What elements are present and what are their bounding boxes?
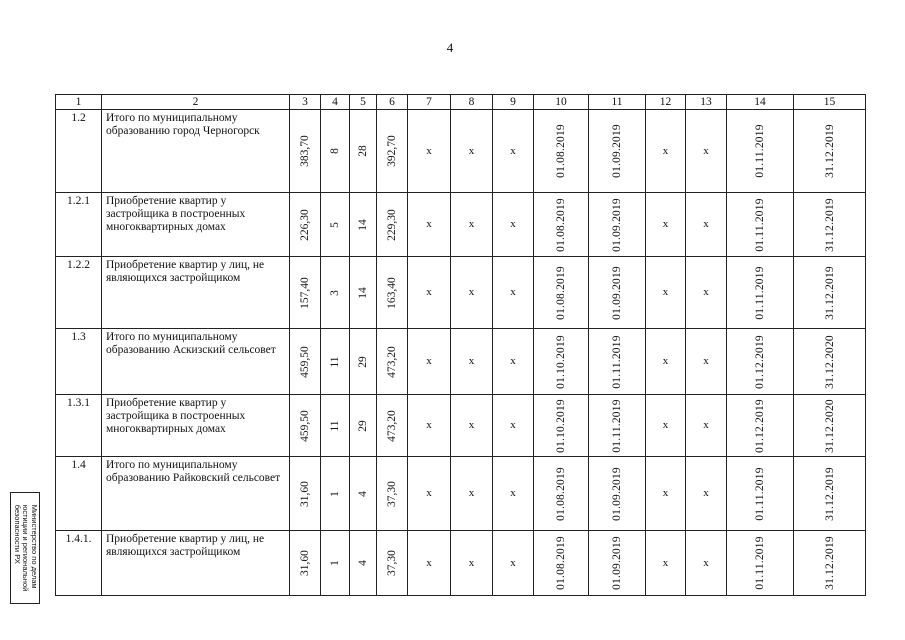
cell-c10 [534, 329, 589, 395]
numeric-value: 4 [357, 560, 369, 566]
numeric-value: 229,30 [386, 208, 398, 241]
stamp-line-2: юстиции и региональной [21, 504, 31, 592]
cell-c15 [794, 329, 866, 395]
cell-c7: x [408, 457, 451, 531]
row-name: Итого по муниципальному образованию Райковский сельсовет [102, 457, 290, 531]
cell-c11 [589, 193, 646, 257]
date-value: 01.11.2019 [754, 197, 766, 252]
cell-c4 [321, 193, 350, 257]
numeric-value: 31,60 [299, 550, 311, 576]
numeric-value: 459,50 [299, 409, 311, 442]
table-row [56, 457, 866, 531]
column-header-2: 2 [102, 95, 290, 110]
cell-c8: x [451, 193, 493, 257]
date-value: 01.09.2019 [611, 124, 623, 178]
cell-c4 [321, 257, 350, 329]
cell-c5 [350, 193, 377, 257]
table-row [56, 329, 866, 395]
numeric-value: 11 [329, 355, 341, 368]
cell-c8: x [451, 110, 493, 193]
cell-c8: x [451, 257, 493, 329]
cell-c3 [290, 395, 321, 457]
numeric-value: 1 [329, 560, 341, 566]
cell-c10 [534, 110, 589, 193]
row-code: 1.4.1. [56, 531, 102, 596]
cell-c9: x [493, 110, 534, 193]
column-header-7: 7 [408, 95, 451, 110]
cell-c15 [794, 257, 866, 329]
column-header-3: 3 [290, 95, 321, 110]
cell-c10 [534, 257, 589, 329]
cell-c3 [290, 110, 321, 193]
cell-c14 [727, 457, 794, 531]
registration-stamp [10, 492, 40, 604]
numeric-value: 1 [329, 490, 341, 497]
date-value: 01.11.2019 [611, 334, 623, 389]
cell-c15 [794, 110, 866, 193]
date-value: 01.09.2019 [611, 466, 623, 521]
row-code: 1.2.2 [56, 257, 102, 329]
cell-c13: x [686, 531, 727, 596]
numeric-value: 11 [329, 419, 341, 432]
date-value: 01.11.2019 [754, 265, 766, 320]
date-value: 01.12.2019 [754, 334, 766, 389]
cell-c7: x [408, 531, 451, 596]
date-value: 01.08.2019 [555, 536, 567, 590]
row-name: Приобретение квартир у лиц, не являющихся застройщиком [102, 257, 290, 329]
cell-c14 [727, 329, 794, 395]
numeric-value: 14 [357, 218, 369, 231]
cell-c14 [727, 395, 794, 457]
date-value: 01.11.2019 [754, 124, 766, 178]
row-code: 1.3 [56, 329, 102, 395]
cell-c12: x [646, 329, 686, 395]
cell-c7: x [408, 110, 451, 193]
cell-c8: x [451, 329, 493, 395]
row-name: Итого по муниципальному образованию Аскизский сельсовет [102, 329, 290, 395]
cell-c11 [589, 531, 646, 596]
cell-c10 [534, 193, 589, 257]
column-header-13: 13 [686, 95, 727, 110]
cell-c11 [589, 457, 646, 531]
cell-c13: x [686, 193, 727, 257]
numeric-value: 28 [357, 145, 369, 157]
table-row [56, 257, 866, 329]
row-code: 1.2 [56, 110, 102, 193]
numeric-value: 459,50 [299, 345, 311, 378]
cell-c15 [794, 193, 866, 257]
date-value: 31.12.2020 [823, 334, 836, 389]
date-value: 31.12.2019 [823, 466, 836, 521]
numeric-value: 226,30 [299, 208, 311, 241]
cell-c7: x [408, 395, 451, 457]
stamp-line-1: Министерство по делам [29, 504, 39, 589]
table-row [56, 110, 866, 193]
column-header-10: 10 [534, 95, 589, 110]
date-value: 01.11.2019 [611, 398, 623, 453]
column-header-1: 1 [56, 95, 102, 110]
cell-c9: x [493, 531, 534, 596]
cell-c9: x [493, 193, 534, 257]
cell-c8: x [451, 531, 493, 596]
table-row [56, 531, 866, 596]
date-value: 01.09.2019 [611, 265, 623, 320]
numeric-value: 5 [329, 221, 341, 228]
row-code: 1.2.1 [56, 193, 102, 257]
cell-c9: x [493, 329, 534, 395]
cell-c6 [377, 110, 408, 193]
cell-c7: x [408, 329, 451, 395]
table-row [56, 395, 866, 457]
numeric-value: 157,40 [299, 276, 311, 309]
numeric-value: 29 [357, 419, 369, 432]
date-value: 01.08.2019 [555, 197, 567, 252]
cell-c13: x [686, 457, 727, 531]
column-header-6: 6 [377, 95, 408, 110]
cell-c6 [377, 531, 408, 596]
stamp-line-3: безопасности РХ [12, 504, 22, 564]
cell-c9: x [493, 257, 534, 329]
cell-c11 [589, 329, 646, 395]
date-value: 01.08.2019 [555, 265, 567, 320]
cell-c6 [377, 257, 408, 329]
cell-c3 [290, 531, 321, 596]
cell-c5 [350, 329, 377, 395]
numeric-value: 392,70 [386, 135, 398, 167]
cell-c8: x [451, 457, 493, 531]
date-value: 01.09.2019 [611, 197, 623, 252]
cell-c9: x [493, 395, 534, 457]
cell-c12: x [646, 110, 686, 193]
numeric-value: 4 [357, 490, 369, 497]
cell-c11 [589, 110, 646, 193]
cell-c15 [794, 457, 866, 531]
cell-c4 [321, 457, 350, 531]
stamp-text [12, 505, 38, 592]
column-header-12: 12 [646, 95, 686, 110]
cell-c13: x [686, 257, 727, 329]
cell-c10 [534, 531, 589, 596]
column-header-8: 8 [451, 95, 493, 110]
cell-c10 [534, 457, 589, 531]
column-header-15: 15 [794, 95, 866, 110]
date-value: 31.12.2020 [823, 398, 836, 453]
cell-c8: x [451, 395, 493, 457]
page-number: 4 [446, 40, 454, 55]
cell-c12: x [646, 531, 686, 596]
cell-c5 [350, 257, 377, 329]
cell-c3 [290, 329, 321, 395]
numeric-value: 29 [357, 355, 369, 368]
numeric-value: 8 [329, 148, 341, 154]
column-header-9: 9 [493, 95, 534, 110]
cell-c14 [727, 257, 794, 329]
date-value: 31.12.2019 [823, 124, 836, 178]
date-value: 31.12.2019 [823, 197, 836, 252]
cell-c10 [534, 395, 589, 457]
cell-c14 [727, 531, 794, 596]
date-value: 31.12.2019 [823, 536, 836, 590]
cell-c14 [727, 193, 794, 257]
cell-c6 [377, 395, 408, 457]
cell-c7: x [408, 257, 451, 329]
date-value: 01.11.2019 [754, 466, 766, 521]
data-table [55, 94, 866, 596]
numeric-value: 473,20 [386, 345, 398, 378]
column-header-11: 11 [589, 95, 646, 110]
cell-c5 [350, 110, 377, 193]
numeric-value: 37,30 [386, 480, 398, 507]
date-value: 01.10.2019 [555, 334, 567, 389]
numeric-value: 31,60 [299, 480, 311, 507]
date-value: 01.12.2019 [754, 398, 766, 453]
row-name: Приобретение квартир у застройщика в построенных многоквартирных домах [102, 395, 290, 457]
cell-c14 [727, 110, 794, 193]
date-value: 01.10.2019 [555, 398, 567, 453]
cell-c7: x [408, 193, 451, 257]
table-body [56, 110, 866, 596]
row-name: Приобретение квартир у застройщика в построенных многоквартирных домах [102, 193, 290, 257]
row-code: 1.3.1 [56, 395, 102, 457]
cell-c3 [290, 193, 321, 257]
date-value: 01.08.2019 [555, 466, 567, 521]
numeric-value: 383,70 [299, 135, 311, 167]
cell-c11 [589, 257, 646, 329]
numeric-value: 37,30 [386, 550, 398, 576]
cell-c13: x [686, 395, 727, 457]
cell-c4 [321, 395, 350, 457]
cell-c13: x [686, 329, 727, 395]
cell-c6 [377, 457, 408, 531]
header-row [56, 95, 866, 110]
cell-c11 [589, 395, 646, 457]
cell-c6 [377, 329, 408, 395]
cell-c5 [350, 395, 377, 457]
cell-c3 [290, 257, 321, 329]
cell-c6 [377, 193, 408, 257]
cell-c15 [794, 531, 866, 596]
numeric-value: 473,20 [386, 409, 398, 442]
date-value: 01.09.2019 [611, 536, 623, 590]
row-code: 1.4 [56, 457, 102, 531]
cell-c4 [321, 329, 350, 395]
row-name: Приобретение квартир у лиц, не являющихся застройщиком [102, 531, 290, 596]
table-row [56, 193, 866, 257]
date-value: 31.12.2019 [823, 265, 836, 320]
column-header-14: 14 [727, 95, 794, 110]
cell-c3 [290, 457, 321, 531]
date-value: 01.11.2019 [754, 536, 766, 590]
cell-c15 [794, 395, 866, 457]
date-value: 01.08.2019 [555, 124, 567, 178]
cell-c4 [321, 531, 350, 596]
numeric-value: 14 [357, 286, 369, 299]
numeric-value: 3 [329, 289, 341, 296]
cell-c12: x [646, 193, 686, 257]
cell-c4 [321, 110, 350, 193]
numeric-value: 163,40 [386, 276, 398, 309]
row-name: Итого по муниципальному образованию город Черногорск [102, 110, 290, 193]
cell-c13: x [686, 110, 727, 193]
cell-c5 [350, 531, 377, 596]
cell-c9: x [493, 457, 534, 531]
cell-c12: x [646, 257, 686, 329]
column-header-5: 5 [350, 95, 377, 110]
cell-c12: x [646, 395, 686, 457]
column-header-4: 4 [321, 95, 350, 110]
cell-c5 [350, 457, 377, 531]
cell-c12: x [646, 457, 686, 531]
